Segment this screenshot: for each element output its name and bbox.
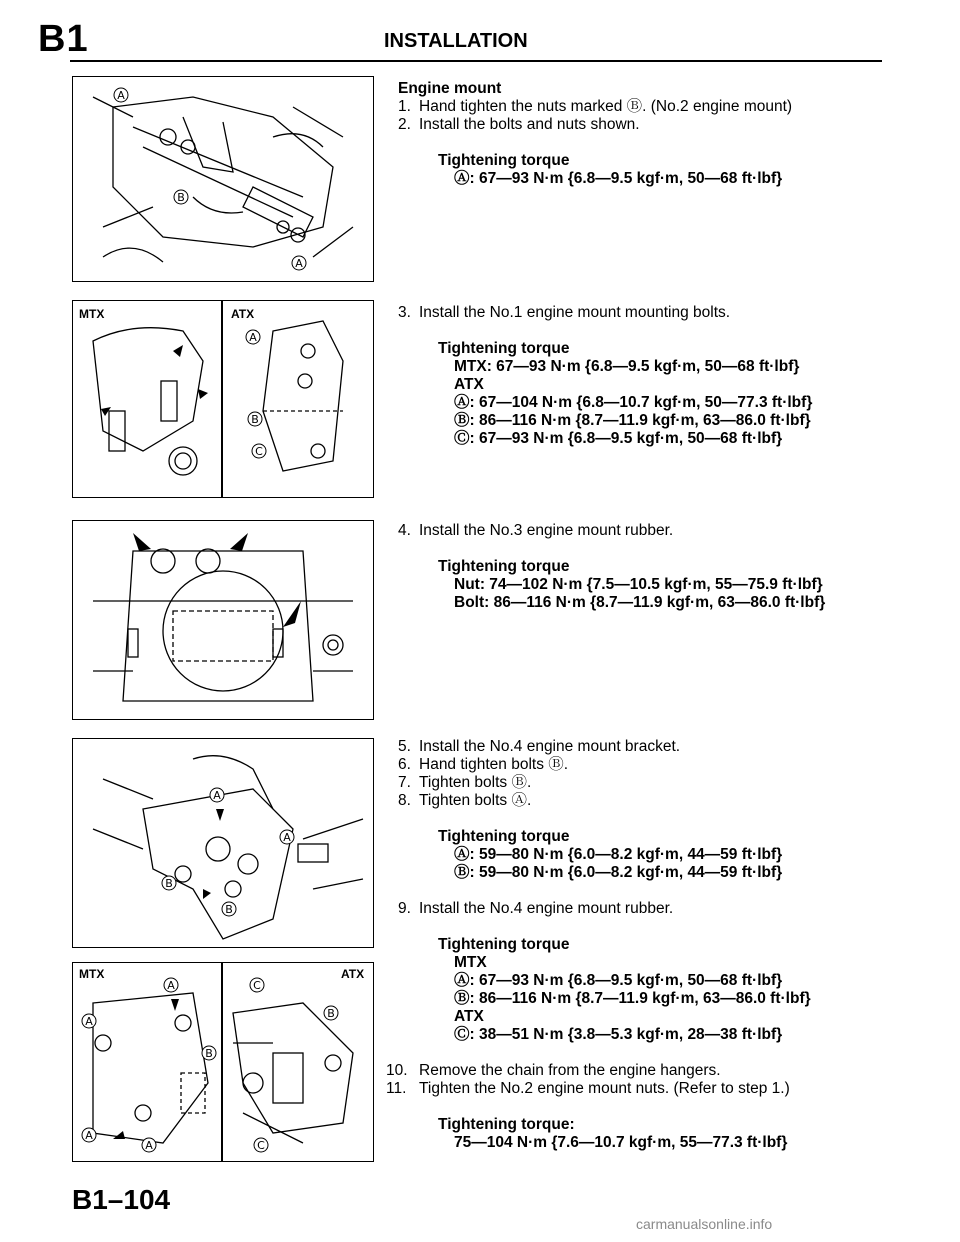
mtx-label: MTX (79, 307, 105, 321)
section-no1-mount (398, 304, 898, 448)
atx-heading: ATX (454, 1008, 484, 1025)
torque-spec-b: Ⓑ: 59—80 N·m {6.0—8.2 kgf·m, 44—59 ft·lbf} (454, 864, 783, 881)
watermark: carmanualsonline.info (636, 1216, 773, 1232)
svg-text:B: B (205, 1047, 213, 1060)
svg-text:A: A (283, 831, 291, 844)
step-8: 8. Tighten bolts Ⓐ. (398, 792, 532, 809)
torque-heading: Tightening torque (438, 558, 570, 575)
torque-spec-atx-c: Ⓒ: 67—93 N·m {6.8—9.5 kgf·m, 50—68 ft·lbf} (454, 430, 783, 447)
step-9: 9. Install the No.4 engine mount rubber. (398, 900, 674, 917)
torque-heading: Tightening torque (438, 340, 570, 357)
svg-text:A: A (295, 257, 303, 270)
figure-divider (221, 301, 223, 497)
torque-spec-final: 75—104 N·m {7.6—10.7 kgf·m, 55—77.3 ft·lbf} (454, 1134, 788, 1151)
step-7: 7. Tighten bolts Ⓑ. (398, 774, 532, 791)
figure-engine-mount-overview (72, 76, 374, 282)
section-engine-mount (398, 80, 898, 188)
no4-bracket-illustration (73, 739, 373, 947)
atx-heading: ATX (454, 376, 484, 393)
torque-heading: Tightening torque (438, 828, 570, 845)
engine-mount-illustration (73, 77, 373, 281)
section-code: B1 (38, 18, 89, 60)
svg-text:C: C (253, 979, 261, 992)
step-6: 6. Hand tighten bolts Ⓑ. (398, 756, 569, 773)
figure-no3-mount-rubber (72, 520, 374, 720)
atx-label: ATX (341, 967, 365, 981)
svg-text:B: B (165, 877, 173, 890)
step-3: 3. Install the No.1 engine mount mounting bolts. (398, 304, 731, 321)
torque-spec-nut: Nut: 74—102 N·m {7.5—10.5 kgf·m, 55—75.9 ft·lbf} (454, 576, 823, 593)
torque-spec-atx-b: Ⓑ: 86—116 N·m {8.7—11.9 kgf·m, 63—86.0 ft·lbf} (454, 412, 811, 429)
section-heading: Engine mount (398, 80, 502, 97)
torque-spec-atx-a: Ⓐ: 67—104 N·m {6.8—10.7 kgf·m, 50—77.3 ft·lbf} (454, 394, 813, 411)
torque-spec-mtx-a: Ⓐ: 67—93 N·m {6.8—9.5 kgf·m, 50—68 ft·lbf} (454, 972, 783, 989)
no1-mount-illustration (73, 301, 373, 497)
svg-text:A: A (117, 89, 125, 102)
atx-label: ATX (231, 307, 255, 321)
svg-text:B: B (251, 413, 259, 426)
svg-text:B: B (225, 903, 233, 916)
svg-text:A: A (249, 331, 257, 344)
svg-text:A: A (85, 1129, 93, 1142)
torque-spec-a: Ⓐ: 59—80 N·m {6.0—8.2 kgf·m, 44—59 ft·lbf} (454, 846, 783, 863)
torque-heading: Tightening torque (438, 936, 570, 953)
no4-rubber-illustration (73, 963, 373, 1161)
svg-text:A: A (85, 1015, 93, 1028)
torque-spec-atx-c: Ⓒ: 38—51 N·m {3.8—5.3 kgf·m, 28—38 ft·lbf} (454, 1026, 783, 1043)
svg-text:B: B (327, 1007, 335, 1020)
section-no3-mount (398, 522, 898, 612)
torque-spec-bolt: Bolt: 86—116 N·m {8.7—11.9 kgf·m, 63—86.0 ft·lbf} (454, 594, 826, 611)
page-title: INSTALLATION (384, 30, 528, 52)
step-2: 2. Install the bolts and nuts shown. (398, 116, 640, 133)
torque-spec-mtx-b: Ⓑ: 86—116 N·m {8.7—11.9 kgf·m, 63—86.0 ft·lbf} (454, 990, 811, 1007)
mtx-label: MTX (79, 967, 105, 981)
figure-no4-mount-bracket (72, 738, 374, 948)
torque-heading: Tightening torque: (438, 1116, 575, 1133)
mtx-heading: MTX (454, 954, 487, 971)
svg-text:B: B (177, 191, 185, 204)
step-11: 11. Tighten the No.2 engine mount nuts. (Refer to step 1.) (386, 1080, 790, 1097)
section-no4-mount (386, 738, 898, 1152)
step-4: 4. Install the No.3 engine mount rubber. (398, 522, 674, 539)
page-number: B1–104 (72, 1184, 171, 1215)
no3-mount-illustration (73, 521, 373, 719)
step-10: 10. Remove the chain from the engine hangers. (386, 1062, 721, 1079)
torque-heading: Tightening torque (438, 152, 570, 169)
svg-text:C: C (255, 445, 263, 458)
torque-spec: Ⓐ: 67—93 N·m {6.8—9.5 kgf·m, 50—68 ft·lbf} (454, 170, 783, 187)
step-5: 5. Install the No.4 engine mount bracket. (398, 738, 681, 755)
figure-no4-mount-rubber-mtx-atx (72, 962, 374, 1162)
header-rule (70, 60, 882, 62)
svg-text:A: A (145, 1139, 153, 1152)
svg-text:C: C (257, 1139, 265, 1152)
svg-text:A: A (213, 789, 221, 802)
svg-text:A: A (167, 979, 175, 992)
figure-divider (221, 963, 223, 1161)
figure-no1-mount-mtx-atx (72, 300, 374, 498)
torque-spec-mtx: MTX: 67—93 N·m {6.8—9.5 kgf·m, 50—68 ft·lbf} (454, 358, 800, 375)
step-1: 1. Hand tighten the nuts marked Ⓑ. (No.2 engine mount) (398, 98, 793, 115)
